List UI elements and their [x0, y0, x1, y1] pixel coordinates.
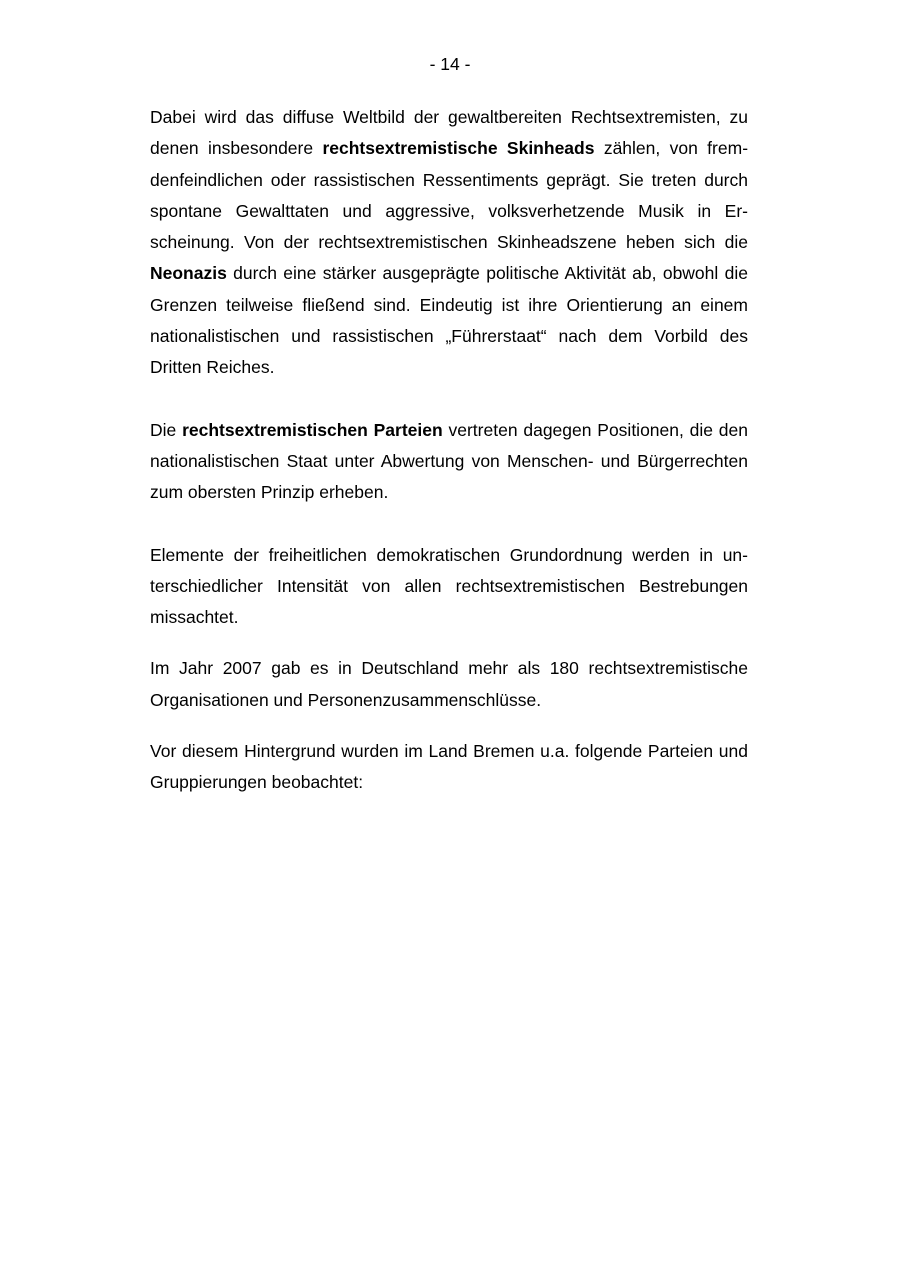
paragraph-organisationen-2007	[150, 653, 748, 716]
paragraph-spacer	[150, 384, 748, 415]
text-segment: Elemente der freiheitlichen demokratischen Grundordnung werden in unterschiedlicher Intensität von allen rechtsextremistischen Bestrebungen missachtet.	[150, 544, 748, 628]
paragraph-spacer	[150, 633, 748, 653]
paragraph-grundordnung	[150, 540, 748, 634]
paragraph-spacer	[150, 509, 748, 540]
text-segment: Dabei wird das diffuse Weltbild der gewaltbereiten Rechtsextremisten, zu denen insbesondere	[150, 107, 748, 159]
bold-term-neonazis: Neonazis	[150, 263, 227, 284]
paragraph-bremen-beobachtung	[150, 736, 748, 799]
text-segment: zählen, von fremdenfeindlichen oder rassistischen Ressentiments geprägt. Sie treten durch spontane Gewalttaten und aggressive, volksverhetzende Musik in Erscheinung. Von der rechtsextremistischen Skinheadszene heben sich die	[150, 138, 749, 253]
bold-term-skinheads: rechtsextremistische Skinheads	[322, 138, 595, 159]
text-segment: Im Jahr 2007 gab es in Deutschland mehr als 180 rechtsextremistische Organisationen und Personenzusammenschlüsse.	[150, 658, 748, 710]
text-segment: Die	[150, 419, 183, 440]
text-segment: Vor diesem Hintergrund wurden im Land Bremen u.a. folgende Parteien und Gruppierungen beobachtet:	[150, 741, 748, 793]
text-segment: durch eine stärker ausgeprägte politische Aktivität ab, obwohl die Grenzen teilweise fließend sind. Eindeutig ist ihre Orientierung an einem nationalistischen und rassistischen „Führerstaat“ nach dem Vorbild des Dritten Reiches.	[150, 263, 748, 378]
body-text	[150, 102, 748, 799]
paragraph-skinheads-neonazis	[150, 102, 748, 384]
bold-term-parteien: rechtsextremistischen Parteien	[182, 419, 443, 440]
text-segment: vertreten dagegen Positionen, die den nationalistischen Staat unter Abwertung von Menschen- und Bürgerrechten zum obersten Prinzip erheben.	[150, 419, 748, 503]
page-number: - 14 -	[429, 54, 471, 74]
paragraph-spacer	[150, 716, 748, 736]
paragraph-parteien	[150, 415, 748, 509]
